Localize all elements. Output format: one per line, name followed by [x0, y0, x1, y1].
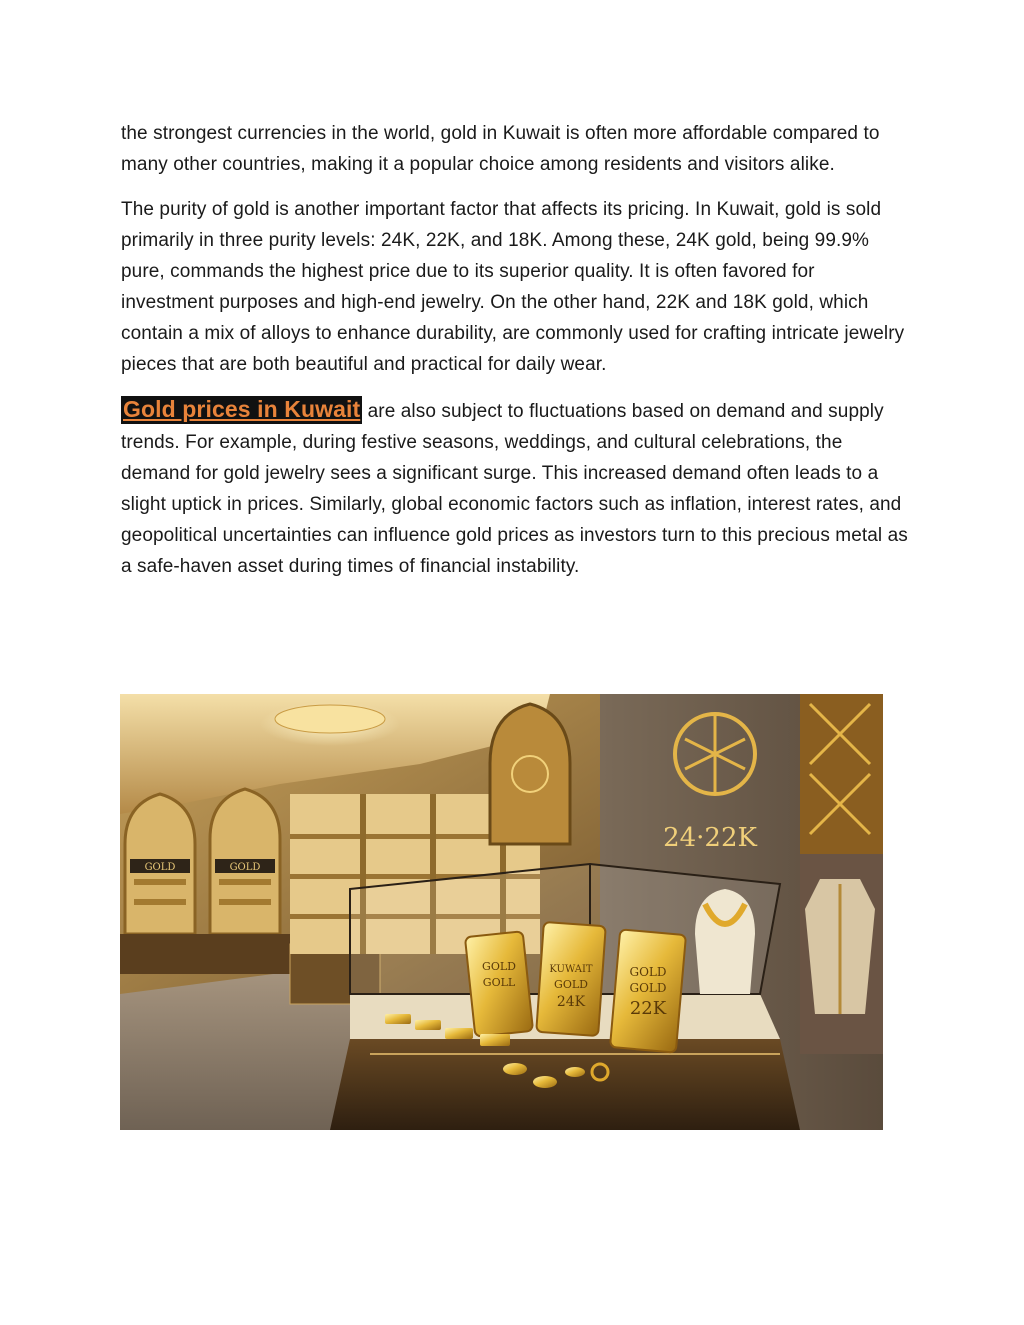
paragraph-fluctuations — [121, 394, 911, 582]
gold-bar-1-label-2: GOLL — [482, 976, 516, 989]
paragraph-currency: the strongest currencies in the world, gold in Kuwait is often more affordable compared to many other countries, making it a popular choice among residents and visitors alike. — [121, 123, 880, 175]
gold-bar-3-label-3: 22K — [629, 998, 667, 1019]
gold-bar-2-label-1: KUWAIT — [549, 964, 593, 975]
paragraph-fluctuations-text: are also subject to fluctuations based on demand and supply trends. For example, during festive seasons, weddings, and cultural celebrations, the demand for gold jewelry sees a significant surge. This increased demand often leads to a slight uptick in prices. Similarly, global economic factors such as inflation, interest rates, and geopolitical uncertainties can influence gold prices as investors turn to this precious metal as a safe-haven asset during times of financial instability. — [121, 401, 908, 577]
gold-prices-link[interactable]: Gold prices in Kuwait — [123, 396, 361, 422]
sign-gold-left-1: GOLD — [144, 862, 176, 873]
gold-bar-3-label-2: GOLD — [629, 981, 667, 995]
gold-shop-image — [120, 694, 883, 1130]
gold-bar-2-label-3: 24K — [556, 994, 586, 1010]
sign-purity: 24·22K — [663, 823, 757, 853]
gold-bar-1-label-1: GOLD — [482, 960, 516, 973]
paragraph-purity: The purity of gold is another important factor that affects its pricing. In Kuwait, gold is sold primarily in three purity levels: 24K, 22K, and 18K. Among these, 24K gold, being 99.9% pure, commands the highest price due to its superior quality. It is often favored for investment purposes and high-end jewelry. On the other hand, 22K and 18K gold, which contain a mix of alloys to enhance durability, are commonly used for crafting intricate jewelry pieces that are both beautiful and practical for daily wear. — [121, 199, 905, 375]
gold-bar-3-label-1: GOLD — [629, 965, 667, 979]
document-body — [121, 118, 911, 596]
gold-bar-2-label-2: GOLD — [554, 978, 588, 991]
sign-gold-left-2: GOLD — [229, 862, 261, 873]
